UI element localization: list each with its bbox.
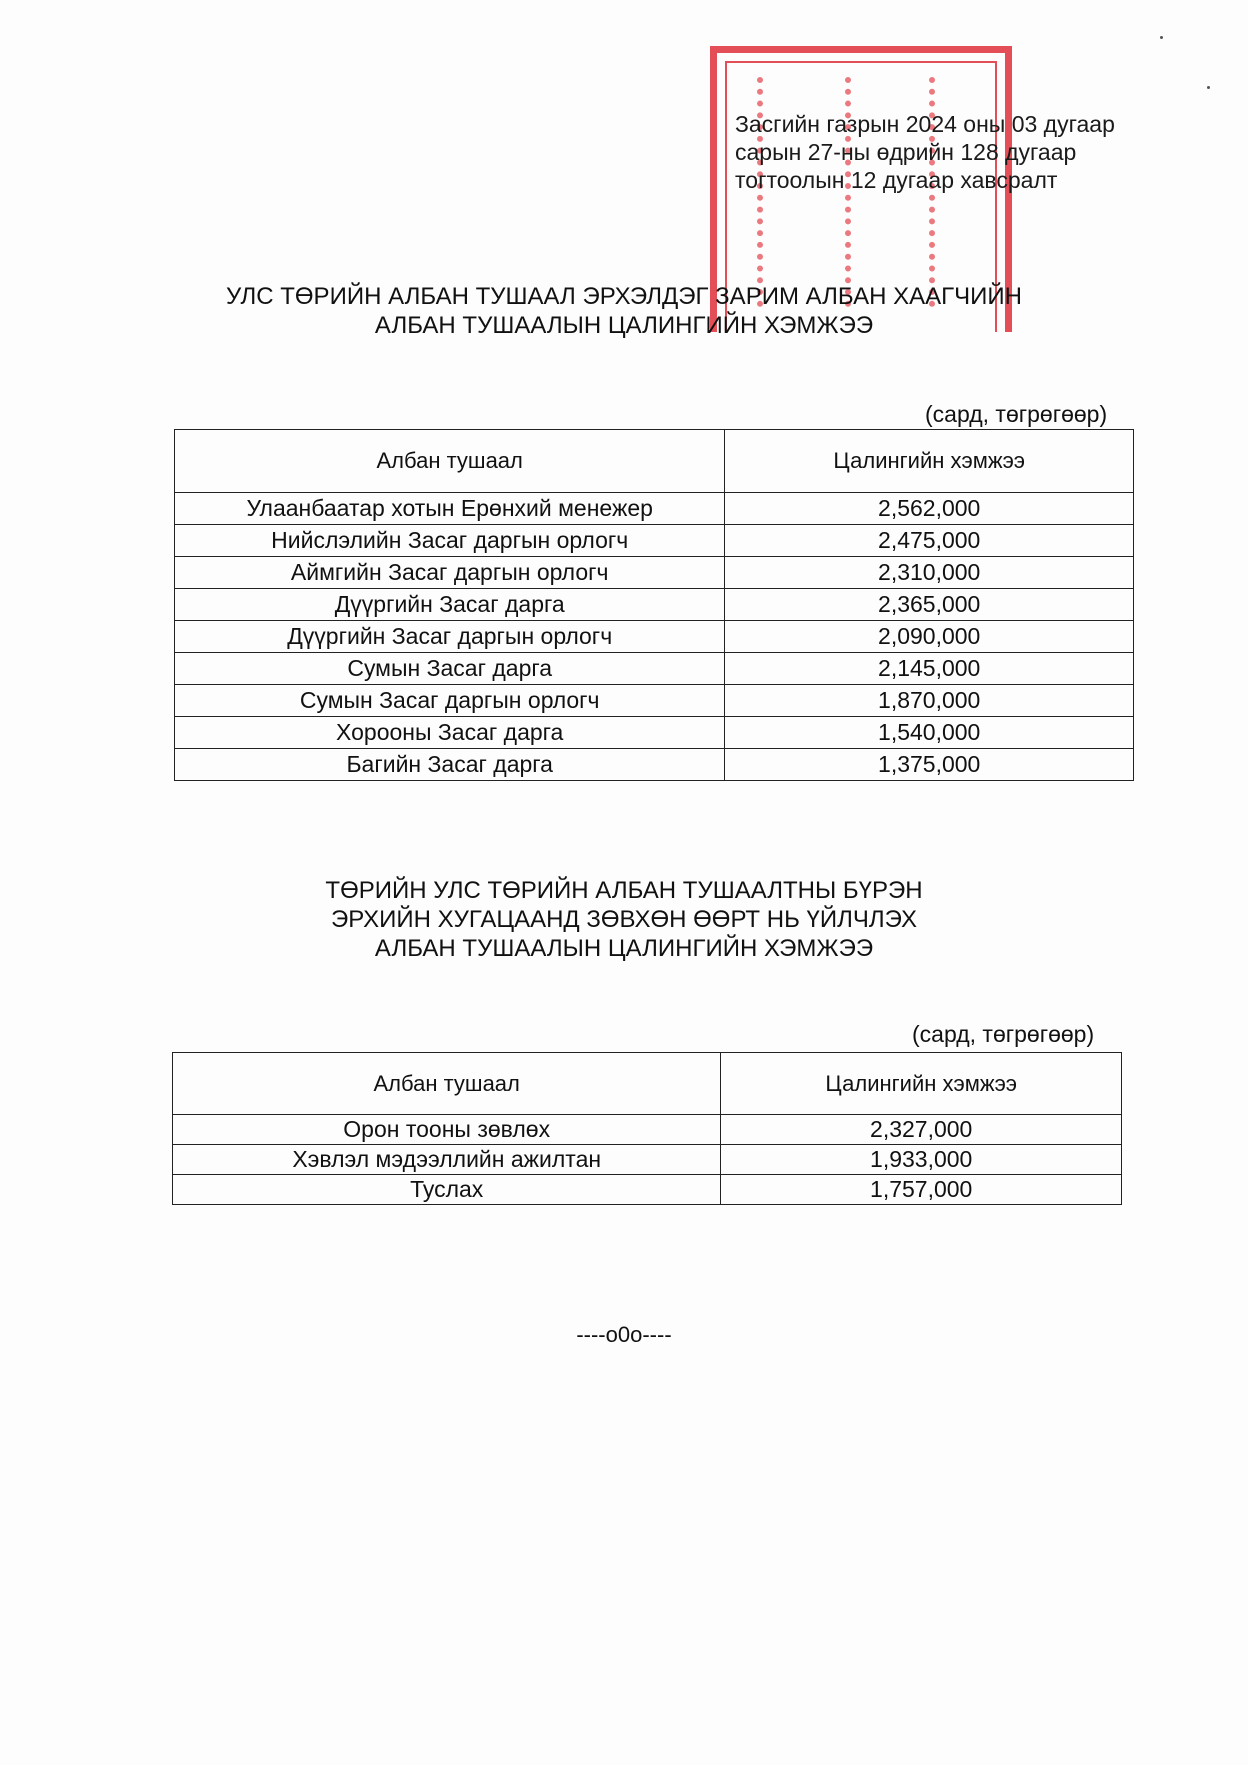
salary-cell: 2,145,000 xyxy=(725,653,1134,685)
table-row xyxy=(175,621,1134,653)
table-row xyxy=(175,493,1134,525)
section1-salary-table xyxy=(174,429,1134,781)
position-cell: Аймгийн Засаг даргын орлогч xyxy=(175,557,725,589)
column-header-position: Албан тушаал xyxy=(173,1053,721,1115)
column-header-salary: Цалингийн хэмжээ xyxy=(721,1053,1122,1115)
reference-line: сарын 27-ны өдрийн 128 дугаар xyxy=(735,139,1077,165)
salary-cell: 2,562,000 xyxy=(725,493,1134,525)
position-cell: Орон тооны зөвлөх xyxy=(173,1115,721,1145)
table-row xyxy=(175,717,1134,749)
table-header-row xyxy=(175,430,1134,493)
position-cell: Дүүргийн Засаг дарга xyxy=(175,589,725,621)
position-cell: Дүүргийн Засаг даргын орлогч xyxy=(175,621,725,653)
salary-cell: 2,310,000 xyxy=(725,557,1134,589)
salary-cell: 2,327,000 xyxy=(721,1115,1122,1145)
section2-salary-table xyxy=(172,1052,1122,1205)
section2-unit-note: (сард, төгрөгөөр) xyxy=(912,1021,1095,1047)
title-line: АЛБАН ТУШААЛЫН ЦАЛИНГИЙН ХЭМЖЭЭ xyxy=(374,312,874,339)
table-row xyxy=(175,525,1134,557)
title-line: ТӨРИЙН УЛС ТӨРИЙН АЛБАН ТУШААЛТНЫ БҮРЭН xyxy=(325,877,923,904)
salary-cell: 2,090,000 xyxy=(725,621,1134,653)
table-row xyxy=(175,653,1134,685)
table-row xyxy=(173,1115,1122,1145)
table-row xyxy=(175,749,1134,781)
position-cell: Багийн Засаг дарга xyxy=(175,749,725,781)
scan-speck xyxy=(1207,86,1210,89)
table-row xyxy=(175,557,1134,589)
column-header-salary: Цалингийн хэмжээ xyxy=(725,430,1134,493)
position-cell: Улаанбаатар хотын Ерөнхий менежер xyxy=(175,493,725,525)
salary-cell: 1,933,000 xyxy=(721,1145,1122,1175)
reference-line: тогтоолын 12 дугаар хавсралт xyxy=(735,167,1058,193)
salary-cell: 1,870,000 xyxy=(725,685,1134,717)
title-line: УЛС ТӨРИЙН АЛБАН ТУШААЛ ЭРХЭЛДЭГ ЗАРИМ АЛБАН ХААГЧИЙН xyxy=(226,283,1022,310)
position-cell: Туслах xyxy=(173,1175,721,1205)
table-header-row xyxy=(173,1053,1122,1115)
title-line: ЭРХИЙН ХУГАЦААНД ЗӨВХӨН ӨӨРТ НЬ ҮЙЛЧЛЭХ xyxy=(330,906,918,933)
reference-line: Засгийн газрын 2024 оны 03 дугаар xyxy=(735,111,1115,137)
salary-cell: 1,540,000 xyxy=(725,717,1134,749)
end-mark: ----o0o---- xyxy=(576,1322,672,1347)
salary-cell: 2,365,000 xyxy=(725,589,1134,621)
salary-cell: 1,757,000 xyxy=(721,1175,1122,1205)
salary-cell: 2,475,000 xyxy=(725,525,1134,557)
salary-cell: 1,375,000 xyxy=(725,749,1134,781)
table-row xyxy=(173,1145,1122,1175)
position-cell: Хорооны Засаг дарга xyxy=(175,717,725,749)
section2-title xyxy=(0,876,1248,963)
scan-speck xyxy=(1160,36,1163,39)
position-cell: Нийслэлийн Засаг даргын орлогч xyxy=(175,525,725,557)
section1-unit-note: (сард, төгрөгөөр) xyxy=(925,401,1108,427)
table-row xyxy=(175,589,1134,621)
column-header-position: Албан тушаал xyxy=(175,430,725,493)
position-cell: Сумын Засаг дарга xyxy=(175,653,725,685)
table-row xyxy=(173,1175,1122,1205)
section1-title xyxy=(0,282,1248,340)
appendix-reference xyxy=(735,110,1115,194)
title-line: АЛБАН ТУШААЛЫН ЦАЛИНГИЙН ХЭМЖЭЭ xyxy=(374,935,874,962)
position-cell: Хэвлэл мэдээллийн ажилтан xyxy=(173,1145,721,1175)
table-row xyxy=(175,685,1134,717)
position-cell: Сумын Засаг даргын орлогч xyxy=(175,685,725,717)
